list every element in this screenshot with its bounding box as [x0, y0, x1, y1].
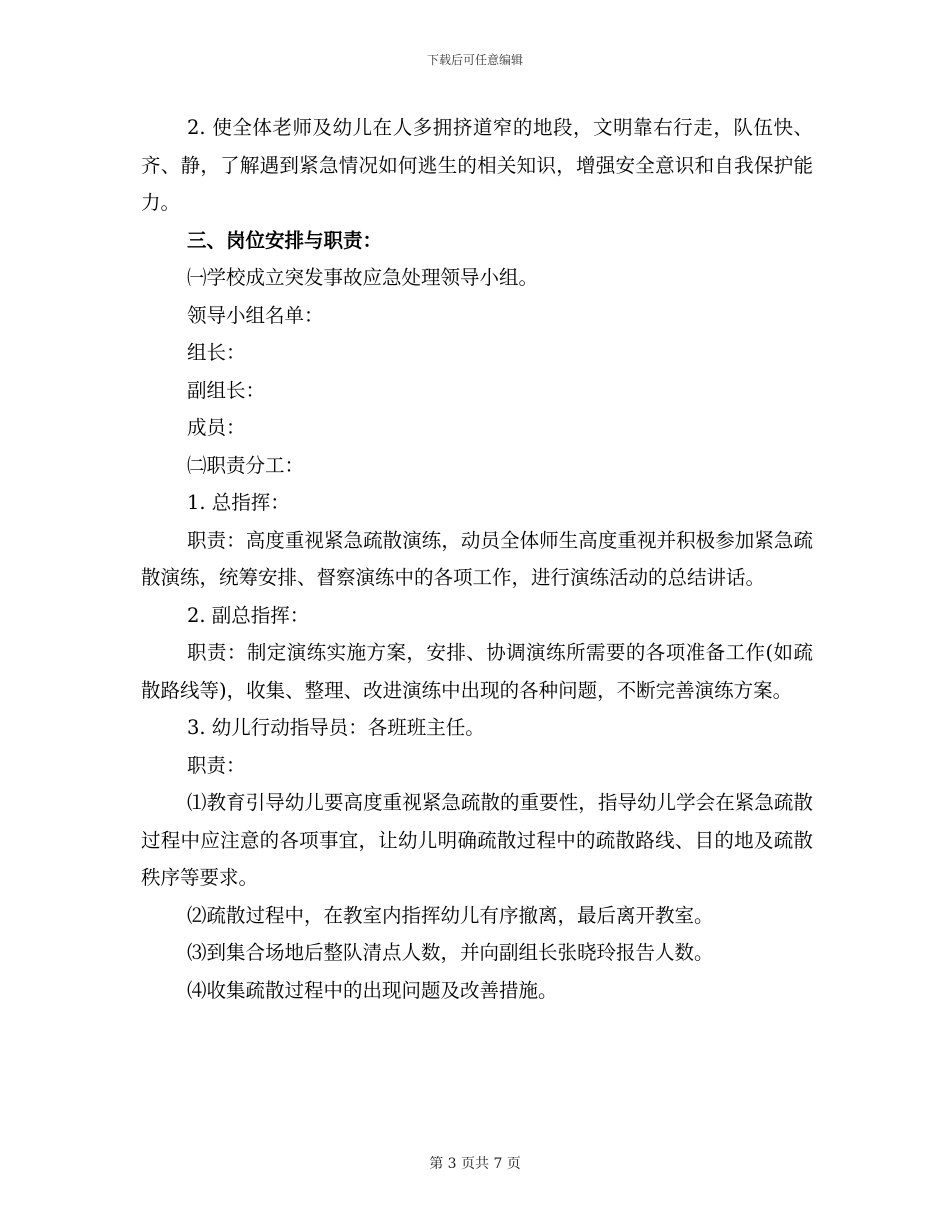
- paragraph-duty-1: ⑴教育引导幼儿要高度重视紧急疏散的重要性，指导幼儿学会在紧急疏散过程中应注意的各项事宜，让幼儿明确疏散过程中的疏散路线、目的地及疏散秩序等要求。: [141, 791, 813, 889]
- paragraph-duty-2: ⑵疏散过程中，在教室内指挥幼儿有序撤离，最后离开教室。: [187, 903, 714, 927]
- page-header: 下载后可任意编辑: [426, 53, 523, 67]
- paragraph-deputy-commander: 2. 副总指挥：: [187, 603, 310, 627]
- paragraph-deputy-commander-duties: 职责：制定演练实施方案，安排、协调演练所需要的各项准备工作(如疏散路线等)，收集、整理、改进演练中出现的各种问题，不断完善演练方案。: [141, 641, 813, 702]
- paragraph-commander-duties: 职责：高度重视紧急疏散演练，动员全体师生高度重视并积极参加紧急疏散演练，统筹安排、督察演练中的各项工作，进行演练活动的总结讲话。: [141, 528, 813, 589]
- paragraph-division-of-duties: ㈡职责分工：: [187, 453, 305, 477]
- paragraph-members: 成员：: [187, 416, 246, 439]
- paragraph-goal-2: 2. 使全体老师及幼儿在人多拥挤道窄的地段，文明靠右行走，队伍快、齐、静，了解遇到紧急情况如何逃生的相关知识，增强安全意识和自我保护能力。: [141, 116, 813, 214]
- document-body: [141, 109, 813, 1009]
- paragraph-action-guide: 3. 幼儿行动指导员：各班班主任。: [187, 716, 485, 739]
- paragraph-member-list-label: 领导小组名单：: [187, 303, 324, 327]
- page-footer: 第 3 页共 7 页: [429, 1156, 521, 1172]
- paragraph-duties-label: 职责：: [187, 753, 246, 777]
- paragraph-deputy-leader: 副组长：: [187, 378, 266, 402]
- paragraph-commander: 1. 总指挥：: [187, 491, 290, 514]
- paragraph-leader: 组长：: [187, 341, 246, 364]
- section-heading-3: 三、岗位安排与职责：: [187, 228, 383, 252]
- paragraph-duty-4: ⑷收集疏散过程中的出现问题及改善措施。: [187, 978, 558, 1002]
- paragraph-duty-3: ⑶到集合场地后整队清点人数，并向副组长张晓玲报告人数。: [187, 941, 714, 964]
- paragraph-leadership-group: ㈠学校成立突发事故应急处理领导小组。: [187, 266, 539, 289]
